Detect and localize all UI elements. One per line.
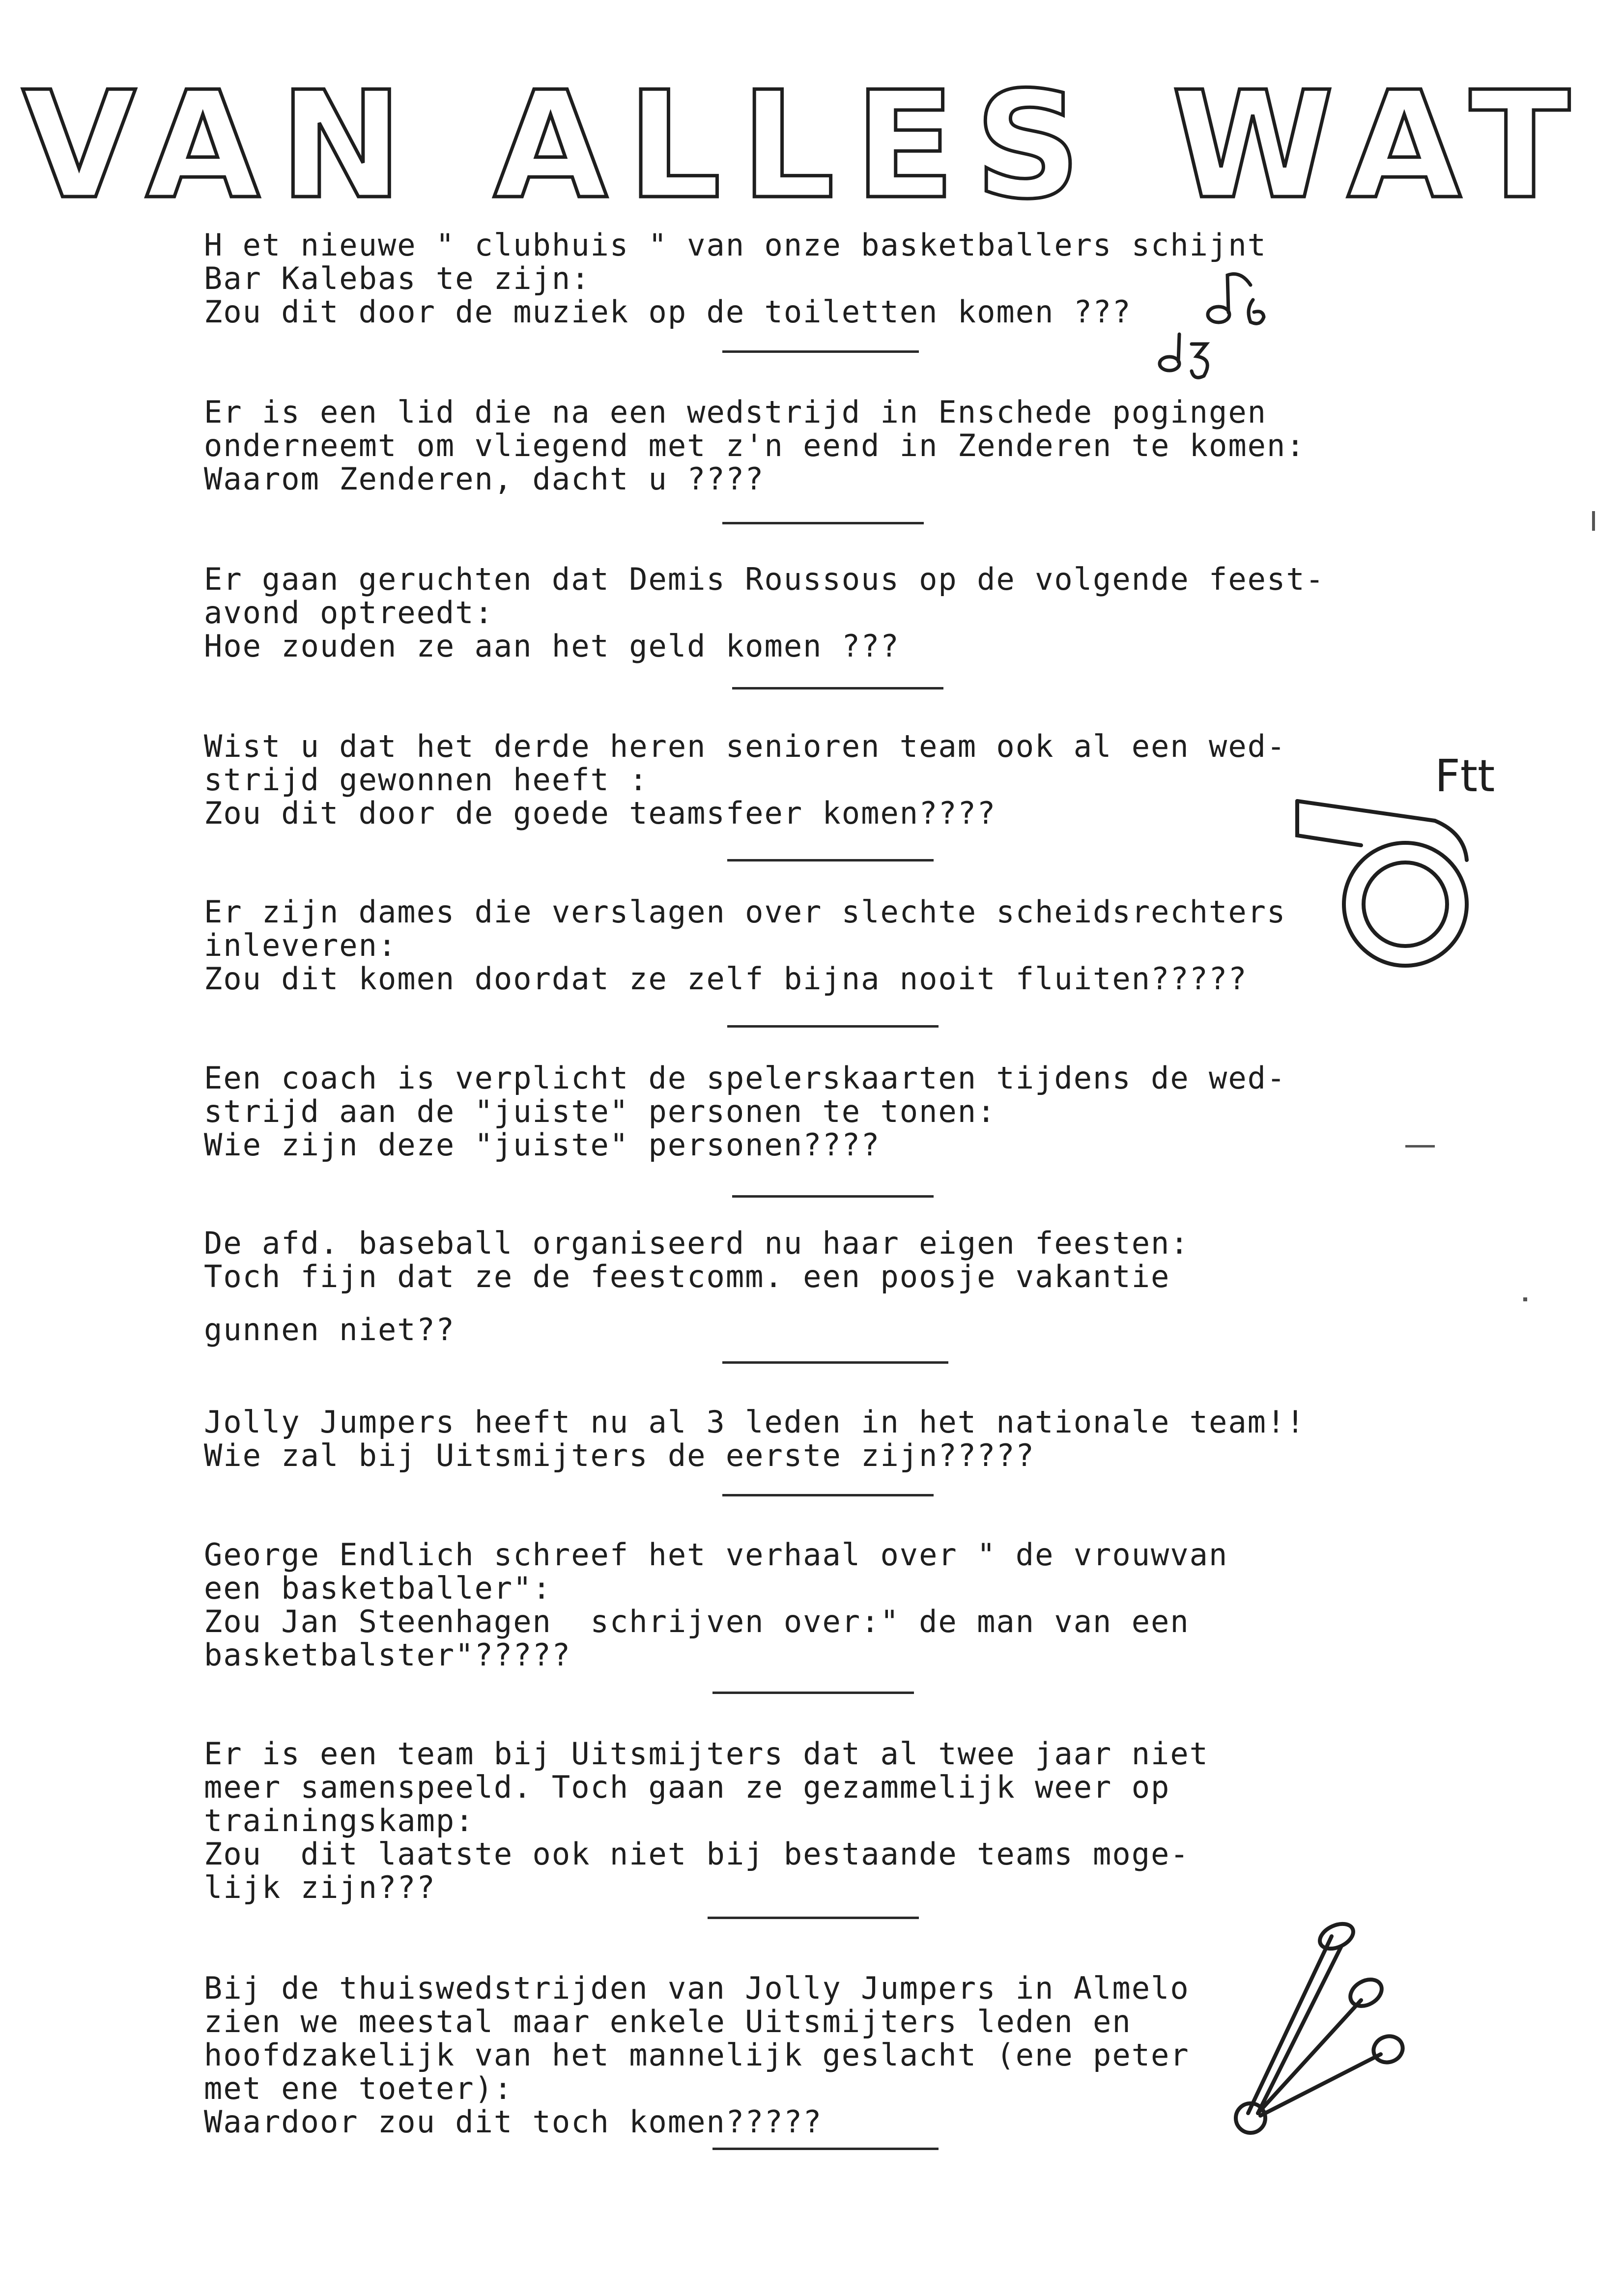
scan-mark: [1523, 1297, 1527, 1301]
item-line: Bar Kalebas te zijn:: [204, 260, 591, 296]
list-item: [204, 730, 1334, 830]
scan-mark: [1405, 1145, 1435, 1148]
item-line: Een coach is verplicht de spelerskaarten tijdens de wed-: [204, 1060, 1286, 1096]
divider: [727, 1025, 939, 1028]
item-line: George Endlich schreef het verhaal over " de vrouwvan: [204, 1537, 1228, 1573]
list-item: [204, 1538, 1334, 1672]
divider: [732, 687, 943, 689]
item-line: met ene toeter):: [204, 2070, 513, 2106]
item-line: Jolly Jumpers heeft nu al 3 leden in het nationale team!!: [204, 1404, 1306, 1440]
item-line: zien we meestal maar enkele Uitsmijters leden en: [204, 2004, 1132, 2039]
item-line: Wie zal bij Uitsmijters de eerste zijn?????: [204, 1437, 1035, 1473]
whistle-icon: [1287, 747, 1543, 983]
divider: [722, 350, 919, 353]
divider: [722, 1361, 948, 1364]
list-item: [204, 1406, 1334, 1472]
item-line: Er zijn dames die verslagen over slechte scheidsrechters: [204, 894, 1286, 930]
item-line: Bij de thuiswedstrijden van Jolly Jumpers in Almelo: [204, 1970, 1190, 2006]
item-line: H et nieuwe " clubhuis " van onze basketballers schijnt: [204, 227, 1267, 263]
horn-icon: [1219, 1907, 1425, 2133]
list-item: [204, 1227, 1334, 1347]
item-line: avond optreedt:: [204, 595, 494, 631]
music-notes-icon: [1140, 265, 1278, 393]
list-item: [204, 1737, 1334, 1904]
item-line: Waardoor zou dit toch komen?????: [204, 2104, 823, 2140]
divider: [712, 1692, 914, 1694]
item-line: trainingskamp:: [204, 1803, 475, 1838]
item-line: Hoe zouden ze aan het geld komen ???: [204, 628, 900, 664]
scan-mark: [1592, 511, 1595, 531]
item-line: meer samenspeeld. Toch gaan ze gezammelijk weer op: [204, 1769, 1170, 1805]
item-line: strijd aan de "juiste" personen te tonen:: [204, 1093, 997, 1129]
page-title: [22, 60, 1590, 236]
title-lettering: [22, 60, 1590, 236]
item-line: hoofdzakelijk van het mannelijk geslacht (ene peter: [204, 2037, 1190, 2073]
whistle-label: Ftt: [1435, 750, 1495, 802]
item-line: basketbalster"?????: [204, 1637, 571, 1673]
item-line: De afd. baseball organiseerd nu haar eigen feesten:: [204, 1225, 1190, 1261]
divider: [708, 1917, 919, 1919]
item-line: Wist u dat het derde heren senioren team ook al een wed-: [204, 728, 1286, 764]
item-line: Zou dit door de muziek op de toiletten komen ???: [204, 294, 1132, 330]
list-item: [204, 563, 1334, 663]
divider: [712, 2148, 939, 2150]
item-line: Wie zijn deze "juiste" personen????: [204, 1127, 881, 1163]
list-item: [204, 895, 1334, 996]
title-text: VAN ALLES WAT: [22, 60, 1590, 231]
list-item: [204, 396, 1334, 496]
item-line: Waarom Zenderen, dacht u ????: [204, 461, 765, 497]
item-line: Er is een team bij Uitsmijters dat al twee jaar niet: [204, 1736, 1209, 1772]
item-line: een basketballer":: [204, 1570, 552, 1606]
item-line: Toch fijn dat ze de feestcomm. een poosje vakantie: [204, 1259, 1170, 1294]
item-line: strijd gewonnen heeft :: [204, 762, 649, 798]
item-line: Zou Jan Steenhagen schrijven over:" de man van een: [204, 1604, 1190, 1639]
divider: [722, 1494, 934, 1496]
item-line: Zou dit komen doordat ze zelf bijna nooit fluiten?????: [204, 961, 1248, 997]
divider: [732, 1195, 934, 1198]
item-line: inleveren:: [204, 927, 398, 963]
item-line: lijk zijn???: [204, 1869, 436, 1905]
item-line: Zou dit door de goede teamsfeer komen????: [204, 795, 997, 831]
item-line: Er is een lid die na een wedstrijd in Enschede pogingen: [204, 394, 1267, 430]
item-line: Er gaan geruchten dat Demis Roussous op de volgende feest-: [204, 561, 1325, 597]
item-line: onderneemt om vliegend met z'n eend in Zenderen te komen:: [204, 428, 1306, 463]
divider: [722, 522, 924, 524]
list-item: [204, 1062, 1334, 1162]
item-line: Zou dit laatste ook niet bij bestaande teams moge-: [204, 1836, 1190, 1872]
item-line: gunnen niet??: [204, 1312, 456, 1348]
list-item: [204, 1972, 1334, 2139]
divider: [727, 859, 934, 861]
